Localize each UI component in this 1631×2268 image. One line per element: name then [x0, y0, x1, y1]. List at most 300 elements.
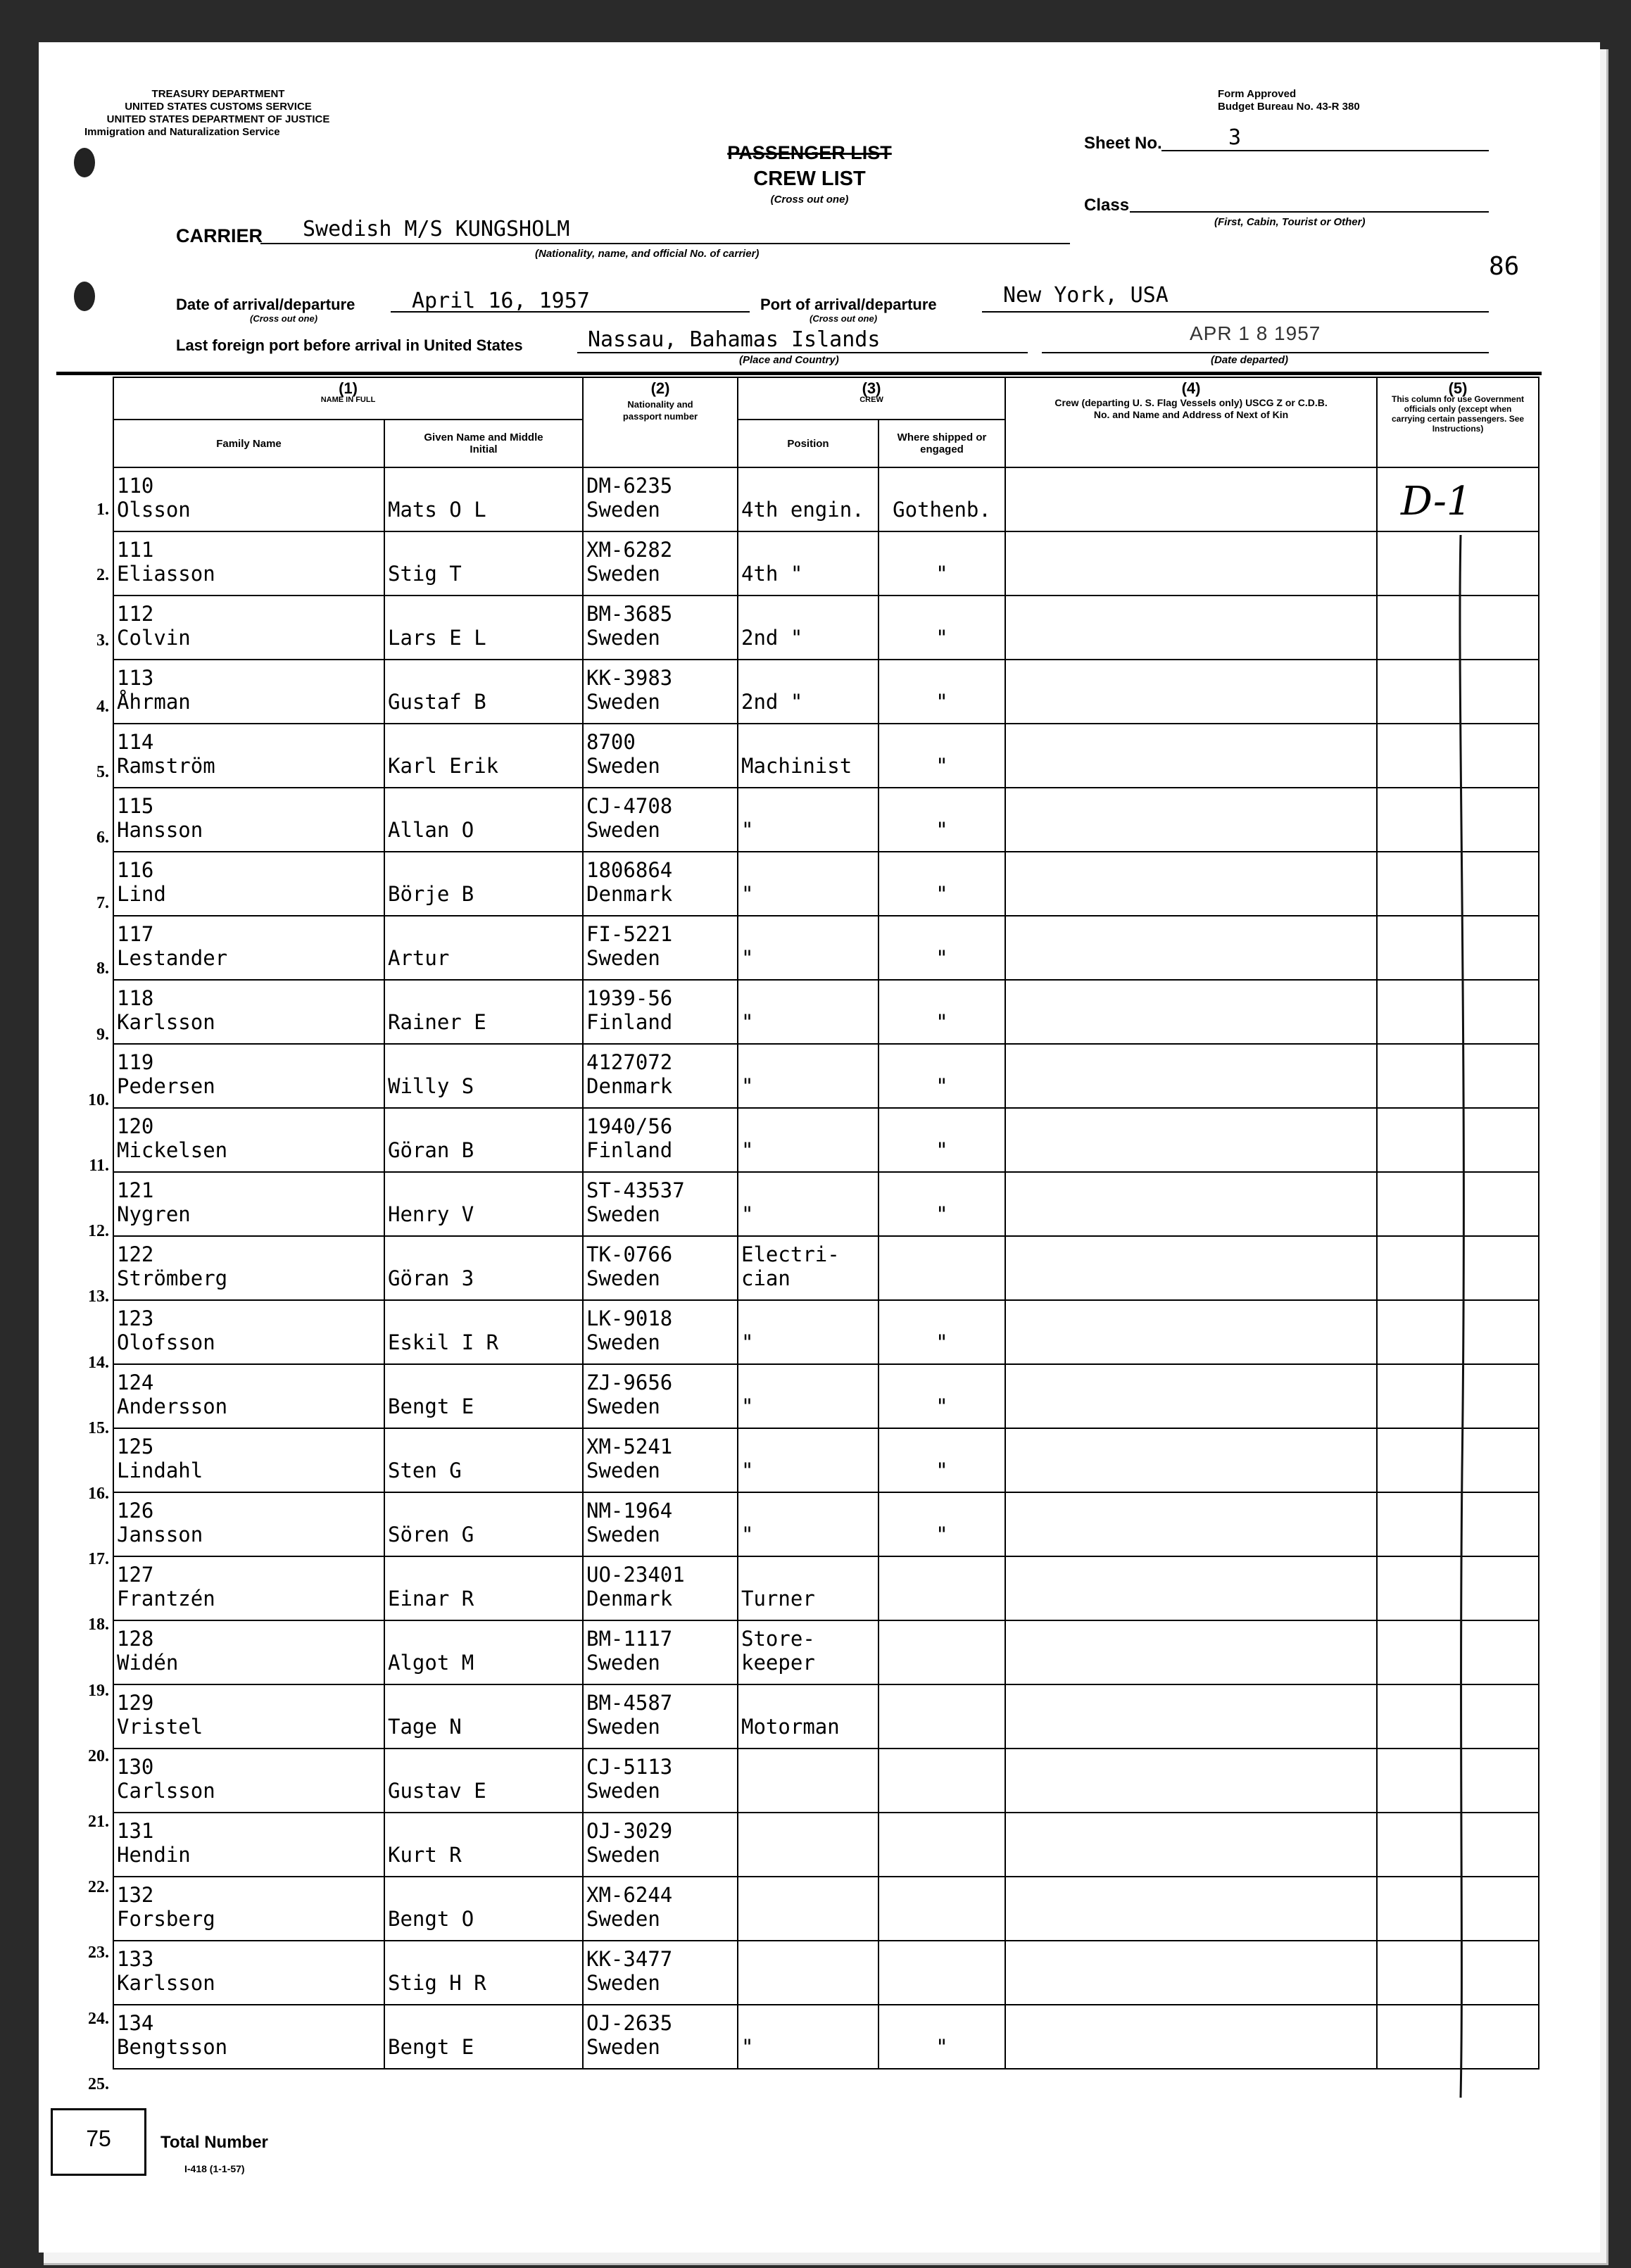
shipped-cell	[879, 1364, 1005, 1428]
position: Motorman	[741, 1715, 840, 1739]
shipped-cell	[879, 1236, 1005, 1300]
vertical-check-line	[1460, 535, 1463, 2098]
crew-id: 118	[117, 986, 154, 1010]
family-cell	[113, 980, 384, 1044]
passport-number: KK-3983	[586, 666, 673, 690]
shipped-cell	[879, 1749, 1005, 1813]
shipped-cell	[879, 1044, 1005, 1108]
total-value: 75	[86, 2126, 111, 2151]
position: Electri-	[741, 1242, 840, 1266]
given-cell	[384, 980, 583, 1044]
shipped-place: "	[936, 1202, 948, 1226]
family-name: Karlsson	[117, 1010, 215, 1034]
passport-number: ZJ-9656	[586, 1371, 673, 1394]
family-cell	[113, 724, 384, 788]
row-number: 19.	[88, 1681, 109, 1700]
family-cell	[113, 1492, 384, 1556]
crew-id: 128	[117, 1627, 154, 1651]
next-of-kin-cell	[1005, 1492, 1377, 1556]
nationality: Sweden	[586, 1394, 660, 1418]
passport-number: XM-6244	[586, 1883, 673, 1907]
next-of-kin-cell	[1005, 1044, 1377, 1108]
dept-line: UNITED STATES CUSTOMS SERVICE	[125, 101, 312, 113]
next-of-kin-cell	[1005, 467, 1377, 531]
given-cell	[384, 1044, 583, 1108]
passport-cell	[583, 1941, 738, 2005]
position-cell	[738, 1236, 879, 1300]
family-name: Pedersen	[117, 1074, 215, 1098]
family-cell	[113, 1172, 384, 1236]
carrier-label: CARRIER	[176, 225, 263, 246]
table-row	[113, 1684, 1539, 1749]
position-cell	[738, 1300, 879, 1364]
col2-title: Nationality and passport number	[622, 399, 698, 422]
nationality: Sweden	[586, 498, 660, 522]
given-name: Göran B	[388, 1138, 474, 1162]
family-name-header: Family Name	[113, 420, 384, 467]
family-cell	[113, 1108, 384, 1172]
nationality: Sweden	[586, 1971, 660, 1995]
table-row	[113, 1364, 1539, 1428]
given-cell	[384, 1877, 583, 1941]
nationality: Sweden	[586, 1266, 660, 1290]
shipped-cell	[879, 980, 1005, 1044]
position-cont: cian	[741, 1266, 791, 1290]
passport-number: CJ-4708	[586, 794, 673, 818]
position: Machinist	[741, 754, 852, 778]
next-of-kin-cell	[1005, 980, 1377, 1044]
row-number: 17.	[88, 1550, 109, 1569]
shipped-cell	[879, 724, 1005, 788]
row-number: 11.	[89, 1157, 109, 1175]
given-name: Stig H R	[388, 1971, 486, 1995]
shipped-cell	[879, 531, 1005, 596]
shipped-place: "	[936, 690, 948, 714]
next-of-kin-cell	[1005, 1749, 1377, 1813]
crew-id: 112	[117, 602, 154, 626]
family-cell	[113, 852, 384, 916]
family-cell	[113, 1364, 384, 1428]
position: "	[741, 1330, 754, 1354]
table-row	[113, 531, 1539, 596]
position-cell	[738, 1556, 879, 1620]
position-cell	[738, 596, 879, 660]
row-number: 12.	[88, 1222, 109, 1241]
sheet-label: Sheet No.	[1084, 134, 1162, 153]
passport-number: ST-43537	[586, 1178, 685, 1202]
given-name: Bengt O	[388, 1907, 474, 1931]
shipped-place: "	[936, 1010, 948, 1034]
next-of-kin-cell	[1005, 531, 1377, 596]
next-of-kin-cell	[1005, 1941, 1377, 2005]
next-of-kin-cell	[1005, 1684, 1377, 1749]
family-cell	[113, 1236, 384, 1300]
given-cell	[384, 2005, 583, 2069]
col5-header	[1377, 377, 1539, 467]
col4-number: (4)	[1181, 379, 1201, 397]
annotation-d1: D-1	[1401, 479, 1472, 524]
family-name: Åhrman	[117, 690, 191, 714]
family-cell	[113, 2005, 384, 2069]
nationality: Finland	[586, 1138, 673, 1162]
given-name: Rainer E	[388, 1010, 486, 1034]
next-of-kin-cell	[1005, 916, 1377, 980]
shipped-cell	[879, 1492, 1005, 1556]
crew-id: 125	[117, 1435, 154, 1459]
last-port-underline	[577, 352, 1028, 353]
crew-id: 131	[117, 1819, 154, 1843]
family-cell	[113, 1684, 384, 1749]
table-row	[113, 1044, 1539, 1108]
passport-cell	[583, 531, 738, 596]
given-name: Henry V	[388, 1202, 474, 1226]
budget-bureau: Budget Bureau No. 43-R 380	[1218, 101, 1360, 113]
port-underline	[982, 311, 1489, 313]
col5-title: This column for use Government officials only (except when carrying certain passengers. See Instructions)	[1391, 394, 1525, 434]
position-cell	[738, 916, 879, 980]
passport-number: 8700	[586, 730, 636, 754]
passport-number: XM-6282	[586, 538, 673, 562]
position: "	[741, 1523, 754, 1546]
position: "	[741, 882, 754, 906]
table-row	[113, 1620, 1539, 1684]
port-cross-caption: (Cross out one)	[810, 313, 878, 324]
col4-header	[1005, 377, 1377, 467]
position-cell	[738, 1941, 879, 2005]
date-label: Date of arrival/departure	[176, 296, 355, 313]
family-name: Lestander	[117, 946, 228, 970]
given-name: Sören G	[388, 1523, 474, 1546]
family-cell	[113, 1749, 384, 1813]
given-cell	[384, 1364, 583, 1428]
nationality: Sweden	[586, 1715, 660, 1739]
position: "	[741, 1074, 754, 1098]
row-number: 20.	[88, 1746, 109, 1765]
shipped-place: "	[936, 882, 948, 906]
passport-number: 4127072	[586, 1050, 673, 1074]
given-cell	[384, 788, 583, 852]
crew-id: 133	[117, 1947, 154, 1971]
passport-number: UO-23401	[586, 1563, 685, 1587]
passport-cell	[583, 1492, 738, 1556]
passport-number: BM-4587	[586, 1691, 673, 1715]
family-name: Bengtsson	[117, 2035, 228, 2059]
position: 2nd "	[741, 626, 803, 650]
position-cell	[738, 1428, 879, 1492]
passport-number: 1806864	[586, 858, 673, 882]
next-of-kin-cell	[1005, 1877, 1377, 1941]
position-cell	[738, 1684, 879, 1749]
passport-cell	[583, 1428, 738, 1492]
passport-cell	[583, 916, 738, 980]
cross-out-caption: (Cross out one)	[770, 194, 849, 206]
family-cell	[113, 916, 384, 980]
passport-number: NM-1964	[586, 1499, 673, 1523]
shipped-cell	[879, 1428, 1005, 1492]
row-number: 18.	[88, 1615, 109, 1634]
given-cell	[384, 1172, 583, 1236]
given-cell	[384, 1620, 583, 1684]
passport-cell	[583, 1108, 738, 1172]
family-name: Karlsson	[117, 1971, 215, 1995]
shipped-place: "	[936, 2035, 948, 2059]
family-name: Eliasson	[117, 562, 215, 586]
given-name: Bengt E	[388, 1394, 474, 1418]
passport-cell	[583, 788, 738, 852]
position: "	[741, 946, 754, 970]
class-caption: (First, Cabin, Tourist or Other)	[1214, 216, 1366, 228]
position-cell	[738, 1620, 879, 1684]
passport-number: FI-5221	[586, 922, 673, 946]
family-cell	[113, 531, 384, 596]
table-row	[113, 1300, 1539, 1364]
position: 4th "	[741, 562, 803, 586]
given-cell	[384, 916, 583, 980]
family-name: Hendin	[117, 1843, 191, 1867]
carrier-value: Swedish M/S KUNGSHOLM	[303, 217, 570, 241]
crew-id: 115	[117, 794, 154, 818]
passport-number: BM-3685	[586, 602, 673, 626]
shipped-place: Gothenb.	[893, 498, 991, 522]
position: "	[741, 1394, 754, 1418]
crew-table	[113, 377, 1539, 2069]
punch-hole	[74, 282, 95, 311]
passport-cell	[583, 1300, 738, 1364]
passport-number: 1940/56	[586, 1114, 673, 1138]
col1-header	[113, 377, 583, 420]
passport-number: XM-5241	[586, 1435, 673, 1459]
position-cell	[738, 1877, 879, 1941]
nationality: Sweden	[586, 562, 660, 586]
family-cell	[113, 1428, 384, 1492]
passport-cell	[583, 1877, 738, 1941]
passport-cell	[583, 724, 738, 788]
given-cell	[384, 467, 583, 531]
next-of-kin-cell	[1005, 1172, 1377, 1236]
shipped-place: "	[936, 626, 948, 650]
given-name: Artur	[388, 946, 450, 970]
nationality: Sweden	[586, 1459, 660, 1482]
place-caption: (Place and Country)	[739, 354, 839, 366]
position: "	[741, 1459, 754, 1482]
passport-cell	[583, 1236, 738, 1300]
given-cell	[384, 1556, 583, 1620]
passport-number: TK-0766	[586, 1242, 673, 1266]
passport-number: 1939-56	[586, 986, 673, 1010]
passport-number: BM-1117	[586, 1627, 673, 1651]
nationality: Sweden	[586, 1202, 660, 1226]
table-row	[113, 788, 1539, 852]
class-underline	[1130, 211, 1489, 213]
row-number: 21.	[88, 1813, 109, 1831]
next-of-kin-cell	[1005, 1108, 1377, 1172]
passport-cell	[583, 1556, 738, 1620]
date-departed-stamp: APR 1 8 1957	[1190, 322, 1321, 344]
col2-header	[583, 377, 738, 467]
crew-id: 121	[117, 1178, 154, 1202]
position-cont: keeper	[741, 1651, 815, 1675]
shipped-cell	[879, 788, 1005, 852]
given-cell	[384, 1941, 583, 2005]
col5-number: (5)	[1448, 379, 1468, 397]
position-cell	[738, 1108, 879, 1172]
given-cell	[384, 1684, 583, 1749]
form-approved: Form Approved	[1218, 88, 1297, 100]
nationality: Sweden	[586, 1523, 660, 1546]
position: "	[741, 2035, 754, 2059]
family-name: Hansson	[117, 818, 203, 842]
table-row	[113, 724, 1539, 788]
family-name: Andersson	[117, 1394, 228, 1418]
table-row	[113, 1172, 1539, 1236]
nationality: Sweden	[586, 1330, 660, 1354]
passport-cell	[583, 467, 738, 531]
next-of-kin-cell	[1005, 596, 1377, 660]
form-number: I-418 (1-1-57)	[184, 2163, 245, 2174]
next-of-kin-cell	[1005, 1428, 1377, 1492]
family-cell	[113, 1620, 384, 1684]
passport-number: CJ-5113	[586, 1755, 673, 1779]
crew-id: 134	[117, 2011, 154, 2035]
family-name: Frantzén	[117, 1587, 215, 1611]
shipped-header: Where shipped or engaged	[879, 420, 1005, 467]
passport-cell	[583, 2005, 738, 2069]
shipped-cell	[879, 1300, 1005, 1364]
family-cell	[113, 596, 384, 660]
position-cell	[738, 660, 879, 724]
family-name: Colvin	[117, 626, 191, 650]
next-of-kin-cell	[1005, 2005, 1377, 2069]
passport-cell	[583, 1044, 738, 1108]
given-cell	[384, 1428, 583, 1492]
sheet-value: 3	[1228, 125, 1242, 150]
given-name: Einar R	[388, 1587, 474, 1611]
position-cell	[738, 980, 879, 1044]
row-number: 9.	[96, 1025, 109, 1044]
shipped-cell	[879, 1172, 1005, 1236]
given-cell	[384, 531, 583, 596]
crew-id: 120	[117, 1114, 154, 1138]
table-row	[113, 2005, 1539, 2069]
given-name: Stig T	[388, 562, 462, 586]
shipped-cell	[879, 1813, 1005, 1877]
col3-number: (3)	[862, 379, 881, 397]
passport-cell	[583, 1364, 738, 1428]
given-name: Gustaf B	[388, 690, 486, 714]
row-number: 3.	[96, 631, 109, 650]
date-value: April 16, 1957	[412, 289, 590, 313]
col3-header	[738, 377, 1005, 420]
row-number: 13.	[88, 1287, 109, 1306]
crew-id: 117	[117, 922, 154, 946]
table-row	[113, 660, 1539, 724]
position-cell	[738, 1044, 879, 1108]
shipped-place: "	[936, 1459, 948, 1482]
shipped-cell	[879, 596, 1005, 660]
position-cell	[738, 1749, 879, 1813]
row-number: 14.	[88, 1353, 109, 1372]
shipped-place: "	[936, 818, 948, 842]
crew-id: 111	[117, 538, 154, 562]
given-name: Karl Erik	[388, 754, 499, 778]
family-name: Strömberg	[117, 1266, 228, 1290]
passport-cell	[583, 596, 738, 660]
given-name: Mats O L	[388, 498, 486, 522]
nationality: Finland	[586, 1010, 673, 1034]
passport-number: OJ-3029	[586, 1819, 673, 1843]
row-number: 24.	[88, 2009, 109, 2028]
position-cell	[738, 724, 879, 788]
given-cell	[384, 1108, 583, 1172]
col4-title: Crew (departing U. S. Flag Vessels only) USCG Z or C.D.B. No. and Name and Address of Next of Kin	[1054, 397, 1328, 420]
total-box	[51, 2108, 146, 2176]
nationality: Sweden	[586, 1843, 660, 1867]
row-number: 7.	[96, 894, 109, 913]
row-number: 1.	[96, 500, 109, 519]
next-of-kin-cell	[1005, 1620, 1377, 1684]
row-number: 22.	[88, 1878, 109, 1897]
next-of-kin-cell	[1005, 1236, 1377, 1300]
family-cell	[113, 1300, 384, 1364]
total-label: Total Number	[160, 2133, 268, 2152]
family-name: Vristel	[117, 1715, 203, 1739]
table-row	[113, 1492, 1539, 1556]
given-name-header: Given Name and Middle Initial	[384, 420, 583, 467]
shipped-cell	[879, 467, 1005, 531]
family-name: Olsson	[117, 498, 191, 522]
next-of-kin-cell	[1005, 1364, 1377, 1428]
family-name: Ramström	[117, 754, 215, 778]
row-number: 15.	[88, 1418, 109, 1437]
family-cell	[113, 1556, 384, 1620]
passport-cell	[583, 1684, 738, 1749]
form-approved-block	[1218, 88, 1360, 113]
nationality: Sweden	[586, 754, 660, 778]
position: "	[741, 818, 754, 842]
crew-id: 129	[117, 1691, 154, 1715]
crew-id: 126	[117, 1499, 154, 1523]
given-cell	[384, 1749, 583, 1813]
position-cell	[738, 788, 879, 852]
given-cell	[384, 1236, 583, 1300]
family-name: Jansson	[117, 1523, 203, 1546]
next-of-kin-cell	[1005, 1813, 1377, 1877]
position: Turner	[741, 1587, 815, 1611]
table-row	[113, 916, 1539, 980]
passport-cell	[583, 660, 738, 724]
passenger-list-title: PASSENGER LIST	[727, 142, 892, 163]
table-row	[113, 1877, 1539, 1941]
table-row	[113, 1941, 1539, 2005]
position-cell	[738, 1172, 879, 1236]
col3-title: CREW	[859, 396, 883, 404]
next-of-kin-cell	[1005, 788, 1377, 852]
shipped-cell	[879, 852, 1005, 916]
passport-number: KK-3477	[586, 1947, 673, 1971]
given-name: Göran 3	[388, 1266, 474, 1290]
nationality: Denmark	[586, 882, 673, 906]
passport-cell	[583, 1172, 738, 1236]
passport-cell	[583, 1813, 738, 1877]
given-name: Sten G	[388, 1459, 462, 1482]
given-name: Bengt E	[388, 2035, 474, 2059]
table-row	[113, 1556, 1539, 1620]
shipped-cell	[879, 1556, 1005, 1620]
shipped-cell	[879, 2005, 1005, 2069]
given-cell	[384, 724, 583, 788]
given-name: Eskil I R	[388, 1330, 499, 1354]
next-of-kin-cell	[1005, 724, 1377, 788]
